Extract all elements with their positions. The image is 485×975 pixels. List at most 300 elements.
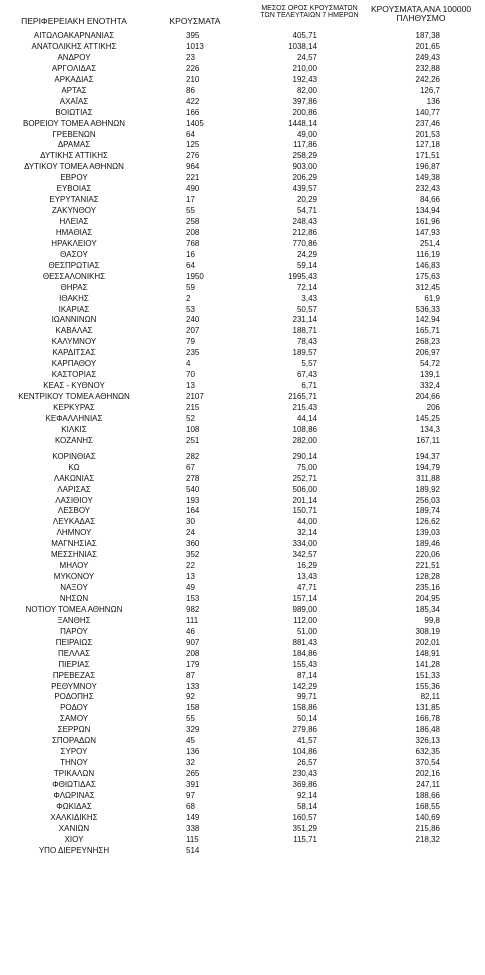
seven-day-average-cell: 231,14 xyxy=(292,315,317,325)
seven-day-average-cell: 189,57 xyxy=(292,348,317,358)
seven-day-average-cell: 108,86 xyxy=(292,424,317,434)
regional-unit-cell: ΞΑΝΘΗΣ xyxy=(57,615,91,625)
regional-unit-cell: ΚΟΖΑΝΗΣ xyxy=(54,435,94,445)
cases-cell: 64 xyxy=(186,129,195,139)
cases-cell: 164 xyxy=(186,506,200,516)
seven-day-average-cell: 200,86 xyxy=(292,107,317,117)
cases-cell: 136 xyxy=(186,747,200,757)
seven-day-average-cell: 72,14 xyxy=(296,282,317,292)
cases-per-100k-cell: 139,1 xyxy=(419,370,440,380)
regional-unit-cell: ΘΕΣΠΡΩΤΙΑΣ xyxy=(48,260,100,270)
cases-cell: 59 xyxy=(186,282,195,292)
cases-cell: 23 xyxy=(186,52,195,62)
seven-day-average-cell: 92,14 xyxy=(296,790,317,800)
cases-per-100k-cell: 194,37 xyxy=(415,451,440,461)
cases-cell: 1405 xyxy=(186,118,204,128)
regional-unit-cell: ΠΙΕΡΙΑΣ xyxy=(58,659,90,669)
table-row xyxy=(0,260,485,271)
table-row xyxy=(0,227,485,238)
cases-cell: 4 xyxy=(186,359,191,369)
cases-cell: 46 xyxy=(186,626,195,636)
cases-per-100k-cell: 235,16 xyxy=(415,583,440,592)
cases-per-100k-cell: 187,38 xyxy=(415,31,440,40)
regional-unit-cell: ΑΝΔΡΟΥ xyxy=(57,52,91,62)
regional-unit-cell: ΛΗΜΝΟΥ xyxy=(56,528,92,538)
cases-cell: 193 xyxy=(186,495,200,505)
cases-cell: 278 xyxy=(186,473,200,483)
seven-day-average-cell: 248,43 xyxy=(292,217,317,226)
regional-unit-cell: ΑΙΤΩΛΟΑΚΑΡΝΑΝΙΑΣ xyxy=(33,31,115,40)
table-row xyxy=(0,648,485,659)
table-row xyxy=(0,369,485,380)
table-row xyxy=(0,538,485,549)
cases-cell: 226 xyxy=(186,63,200,73)
table-row xyxy=(0,413,485,424)
seven-day-average-cell: 397,86 xyxy=(292,96,317,106)
table-row xyxy=(0,63,485,74)
regional-unit-cell: ΤΗΝΟΥ xyxy=(60,758,88,767)
seven-day-average-cell: 50,14 xyxy=(296,714,317,724)
regional-unit-cell: ΗΛΕΙΑΣ xyxy=(59,217,89,226)
cases-per-100k-cell: 128,28 xyxy=(415,572,440,582)
cases-per-100k-cell: 370,54 xyxy=(415,758,440,767)
cases-per-100k-cell: 311,88 xyxy=(416,473,440,483)
seven-day-average-cell: 342,57 xyxy=(292,550,317,560)
cases-per-100k-cell: 194,79 xyxy=(415,462,440,472)
cases-per-100k-cell: 141,28 xyxy=(415,659,440,669)
table-row xyxy=(0,779,485,790)
table-row xyxy=(0,118,485,129)
seven-day-average-cell: 117,86 xyxy=(293,140,317,150)
cases-per-100k-cell: 84,66 xyxy=(419,195,440,205)
table-row xyxy=(0,314,485,325)
seven-day-average-cell: 115,71 xyxy=(293,834,317,844)
seven-day-average-cell: 989,00 xyxy=(292,604,317,614)
table-row xyxy=(0,107,485,118)
seven-day-average-cell: 1038,14 xyxy=(288,41,317,51)
cases-per-100k-cell: 202,01 xyxy=(415,637,440,647)
table-row xyxy=(0,604,485,615)
cases-per-100k-cell: 221,51 xyxy=(415,561,440,571)
table-row xyxy=(0,139,485,150)
table-row xyxy=(0,801,485,812)
table-row xyxy=(0,495,485,506)
seven-day-average-cell: 24,57 xyxy=(296,52,317,62)
seven-day-average-cell: 51,00 xyxy=(296,626,317,636)
table-row xyxy=(0,834,485,845)
cases-cell: 514 xyxy=(186,845,200,855)
cases-per-100k-cell: 247,11 xyxy=(416,779,440,789)
table-row xyxy=(0,681,485,692)
regional-unit-cell: ΣΥΡΟΥ xyxy=(60,747,88,757)
seven-day-average-cell: 212,86 xyxy=(292,227,317,237)
seven-day-average-cell: 184,86 xyxy=(292,648,317,658)
table-row xyxy=(0,571,485,582)
cases-per-100k-cell: 215,86 xyxy=(415,823,440,833)
cases-per-100k-cell: 155,36 xyxy=(415,681,440,691)
cases-per-100k-cell: 186,48 xyxy=(415,725,440,735)
seven-day-average-cell: 903,00 xyxy=(292,162,317,172)
seven-day-average-cell: 59,14 xyxy=(296,260,317,270)
table-row xyxy=(0,845,485,856)
table-row xyxy=(0,462,485,473)
regional-unit-cell: ΒΟΡΕΙΟΥ ΤΟΜΕΑ ΑΘΗΝΩΝ xyxy=(22,118,126,128)
cases-per-100k-cell: 139,03 xyxy=(415,528,440,538)
cases-per-100k-cell: 188,66 xyxy=(415,790,440,800)
cases-cell: 540 xyxy=(186,484,200,494)
seven-day-average-cell: 78,43 xyxy=(296,337,317,347)
table-row xyxy=(0,161,485,172)
seven-day-average-cell: 439,57 xyxy=(292,184,317,194)
seven-day-average-cell: 279,86 xyxy=(292,725,317,735)
cases-cell: 338 xyxy=(186,823,200,833)
seven-day-average-cell: 334,00 xyxy=(292,539,317,549)
cases-per-100k-cell: 632,35 xyxy=(415,747,440,757)
cases-cell: 30 xyxy=(186,517,195,527)
regional-unit-cell: ΣΑΜΟΥ xyxy=(59,714,89,724)
table-row xyxy=(0,293,485,304)
cases-cell: 70 xyxy=(186,370,195,380)
regional-unit-cell: ΕΥΡΥΤΑΝΙΑΣ xyxy=(49,195,99,205)
regional-unit-cell: ΖΑΚΥΝΘΟΥ xyxy=(51,206,97,215)
cases-per-100k-cell: 148,91 xyxy=(415,648,440,658)
cases-cell: 391 xyxy=(186,779,200,789)
regional-unit-cell: ΔΥΤΙΚΗΣ ΑΤΤΙΚΗΣ xyxy=(40,151,108,161)
table-row xyxy=(0,757,485,768)
regional-unit-cell: ΑΧΑΪΑΣ xyxy=(59,96,89,106)
table-row xyxy=(0,659,485,670)
cases-cell: 149 xyxy=(186,812,200,822)
header-regional-unit: ΠΕΡΙΦΕΡΕΙΑΚΗ ΕΝΟΤΗΤΑ xyxy=(21,16,127,26)
header-seven-day-average xyxy=(252,5,367,20)
cases-cell: 79 xyxy=(186,337,195,347)
cases-per-100k-cell: 131,85 xyxy=(415,703,440,713)
seven-day-average-cell: 206,29 xyxy=(292,173,317,183)
cases-per-100k-cell: 165,71 xyxy=(415,326,440,336)
seven-day-average-cell: 5,57 xyxy=(301,359,317,369)
cases-cell: 13 xyxy=(186,381,195,391)
seven-day-average-cell: 82,00 xyxy=(296,85,317,95)
table-row xyxy=(0,96,485,107)
cases-per-100k-cell: 82,11 xyxy=(420,692,440,702)
seven-day-average-cell: 770,86 xyxy=(292,238,317,248)
table-row xyxy=(0,74,485,85)
cases-per-100k-cell: 116,19 xyxy=(416,249,440,259)
seven-day-average-cell: 44,14 xyxy=(296,413,317,423)
regional-unit-cell: ΛΕΥΚΑΔΑΣ xyxy=(52,517,96,527)
seven-day-average-cell: 3,43 xyxy=(301,293,317,303)
table-row xyxy=(0,812,485,823)
regional-unit-cell: ΚΑΣΤΟΡΙΑΣ xyxy=(51,370,97,380)
regional-unit-cell: ΝΑΞΟΥ xyxy=(60,583,88,592)
seven-day-average-cell: 49,00 xyxy=(296,129,317,139)
regional-unit-cell: ΘΑΣΟΥ xyxy=(60,249,88,259)
seven-day-average-cell: 155,43 xyxy=(292,659,317,669)
cases-cell: 251 xyxy=(186,435,200,445)
seven-day-average-cell: 881,43 xyxy=(292,637,317,647)
cases-cell: 49 xyxy=(186,583,195,592)
seven-day-average-cell: 47,71 xyxy=(296,583,317,592)
regional-unit-cell: ΑΡΓΟΛΙΔΑΣ xyxy=(51,63,97,73)
cases-per-100k-cell: 175,63 xyxy=(415,271,440,281)
seven-day-average-cell: 54,71 xyxy=(296,206,317,215)
regional-unit-cell: ΓΡΕΒΕΝΩΝ xyxy=(52,129,96,139)
cases-per-100k-cell: 185,34 xyxy=(415,604,440,614)
seven-day-average-cell: 99,71 xyxy=(296,692,317,702)
regional-unit-cell: ΛΑΚΩΝΙΑΣ xyxy=(53,473,95,483)
table-row xyxy=(0,768,485,779)
regional-unit-cell: ΜΑΓΝΗΣΙΑΣ xyxy=(51,539,97,549)
table-row xyxy=(0,790,485,801)
table-row xyxy=(0,615,485,626)
cases-cell: 258 xyxy=(186,217,200,226)
regional-unit-cell: ΡΟΔΟΠΗΣ xyxy=(54,692,94,702)
table-row xyxy=(0,249,485,260)
seven-day-average-cell: 157,14 xyxy=(292,593,317,603)
regional-unit-cell: ΧΑΛΚΙΔΙΚΗΣ xyxy=(50,812,98,822)
seven-day-average-cell: 50,57 xyxy=(296,304,317,314)
seven-day-average-cell: 20,29 xyxy=(296,195,317,205)
cases-cell: 55 xyxy=(186,206,195,215)
seven-day-average-cell: 58,14 xyxy=(296,801,317,811)
seven-day-average-cell: 192,43 xyxy=(292,74,317,84)
regional-unit-cell: ΚΕΑΣ - ΚΥΘΝΟΥ xyxy=(43,381,105,391)
cases-cell: 208 xyxy=(186,648,200,658)
cases-per-100k-cell: 147,93 xyxy=(415,227,440,237)
regional-unit-cell: ΦΩΚΙΔΑΣ xyxy=(56,801,92,811)
regional-unit-cell: ΦΛΩΡΙΝΑΣ xyxy=(53,790,95,800)
regional-unit-cell: ΑΝΑΤΟΛΙΚΗΣ ΑΤΤΙΚΗΣ xyxy=(31,41,117,51)
cases-per-100k-cell: 312,45 xyxy=(415,282,440,292)
cases-per-100k-cell: 201,53 xyxy=(415,129,440,139)
cases-cell: 215 xyxy=(186,403,200,412)
regional-unit-cell: ΘΕΣΣΑΛΟΝΙΚΗΣ xyxy=(42,271,106,281)
cases-cell: 1950 xyxy=(186,271,204,281)
regional-unit-cell: ΧΑΝΙΩΝ xyxy=(58,823,90,833)
cases-cell: 907 xyxy=(186,637,200,647)
cases-per-100k-cell: 326,13 xyxy=(415,736,440,746)
seven-day-average-cell: 210,00 xyxy=(292,63,317,73)
cases-cell: 360 xyxy=(186,539,200,549)
cases-cell: 45 xyxy=(186,736,195,746)
regional-unit-cell: ΚΑΡΔΙΤΣΑΣ xyxy=(52,348,96,358)
regional-unit-cell: ΠΑΡΟΥ xyxy=(60,626,88,636)
table-row xyxy=(0,505,485,516)
cases-cell: 235 xyxy=(186,348,200,358)
regional-unit-cell: ΗΜΑΘΙΑΣ xyxy=(55,227,93,237)
table-row xyxy=(0,473,485,484)
seven-day-average-cell: 26,57 xyxy=(296,758,317,767)
seven-day-average-cell: 44,00 xyxy=(296,517,317,527)
regional-unit-cell: ΦΘΙΩΤΙΔΑΣ xyxy=(52,779,96,789)
table-row xyxy=(0,670,485,681)
cases-cell: 395 xyxy=(186,31,200,40)
header-seven-day-average-line2: ΤΩΝ ΤΕΛΕΥΤΑΙΩΝ 7 ΗΜΕΡΩΝ xyxy=(260,12,359,20)
regional-unit-cell: ΔΥΤΙΚΟΥ ΤΟΜΕΑ ΑΘΗΝΩΝ xyxy=(24,162,124,172)
table-row xyxy=(0,129,485,140)
cases-per-100k-cell: 168,55 xyxy=(415,801,440,811)
seven-day-average-cell: 158,86 xyxy=(292,703,317,713)
cases-cell: 153 xyxy=(186,593,200,603)
table-row xyxy=(0,626,485,637)
table-row xyxy=(0,724,485,735)
table-row xyxy=(0,713,485,724)
cases-cell: 221 xyxy=(186,173,200,183)
cases-cell: 111 xyxy=(186,615,199,625)
seven-day-average-cell: 41,57 xyxy=(296,736,317,746)
cases-per-100k-cell: 202,16 xyxy=(415,769,440,778)
cases-cell: 2107 xyxy=(186,392,204,401)
cases-cell: 108 xyxy=(186,424,200,434)
table-row xyxy=(0,527,485,538)
cases-cell: 68 xyxy=(186,801,195,811)
regional-unit-cell: ΠΡΕΒΕΖΑΣ xyxy=(52,670,96,680)
table-row xyxy=(0,172,485,183)
cases-per-100k-cell: 196,87 xyxy=(415,162,440,172)
regional-unit-cell: ΚΟΡΙΝΘΙΑΣ xyxy=(52,451,96,461)
seven-day-average-cell: 215,43 xyxy=(292,403,317,412)
seven-day-average-cell: 150,71 xyxy=(292,506,317,516)
table-row xyxy=(0,746,485,757)
regional-unit-cell: ΝΟΤΙΟΥ ΤΟΜΕΑ ΑΘΗΝΩΝ xyxy=(25,604,123,614)
table-row xyxy=(0,593,485,604)
cases-cell: 982 xyxy=(186,604,200,614)
cases-per-100k-cell: 536,33 xyxy=(415,304,440,314)
cases-per-100k-cell: 242,26 xyxy=(415,74,440,84)
regional-unit-cell: ΛΑΡΙΣΑΣ xyxy=(57,484,91,494)
seven-day-average-cell: 24,29 xyxy=(296,249,317,259)
regional-unit-cell: ΘΗΡΑΣ xyxy=(60,282,88,292)
cases-cell: 17 xyxy=(186,195,195,205)
table-row xyxy=(0,637,485,648)
table-row xyxy=(0,691,485,702)
cases-per-100k-cell: 126,7 xyxy=(419,85,440,95)
cases-per-100k-cell: 201,65 xyxy=(415,41,440,51)
seven-day-average-cell: 506,00 xyxy=(292,484,317,494)
seven-day-average-cell: 252,71 xyxy=(292,473,317,483)
table-row xyxy=(0,194,485,205)
cases-per-100k-cell: 204,66 xyxy=(415,392,440,401)
table-row xyxy=(0,451,485,462)
cases-cell: 125 xyxy=(186,140,200,150)
cases-cell: 240 xyxy=(186,315,200,325)
cases-per-100k-cell: 256,03 xyxy=(415,495,440,505)
regional-unit-cell: ΔΡΑΜΑΣ xyxy=(57,140,91,150)
header-cases-per-100k xyxy=(362,5,480,23)
cases-cell: 55 xyxy=(186,714,195,724)
regional-unit-cell: ΚΙΛΚΙΣ xyxy=(61,424,87,434)
regional-unit-cell: ΕΥΒΟΙΑΣ xyxy=(56,184,92,194)
table-row xyxy=(0,52,485,63)
cases-cell: 166 xyxy=(186,107,200,117)
cases-cell: 92 xyxy=(186,692,195,702)
cases-cell: 207 xyxy=(186,326,200,336)
cases-cell: 97 xyxy=(186,790,195,800)
table-row xyxy=(0,304,485,315)
regional-unit-cell: ΙΘΑΚΗΣ xyxy=(59,293,89,303)
cases-per-100k-cell: 206,97 xyxy=(415,348,440,358)
seven-day-average-cell: 142,29 xyxy=(292,681,317,691)
cases-per-100k-cell: 151,33 xyxy=(415,670,440,680)
regional-unit-cell: ΚΕΡΚΥΡΑΣ xyxy=(53,403,95,412)
cases-cell: 276 xyxy=(186,151,200,161)
regional-unit-cell: ΤΡΙΚΑΛΩΝ xyxy=(53,769,95,778)
table-row xyxy=(0,391,485,402)
cases-per-100k-cell: 218,32 xyxy=(415,834,440,844)
cases-per-100k-cell: 237,46 xyxy=(415,118,440,128)
regional-unit-cell: ΒΟΙΩΤΙΑΣ xyxy=(55,107,93,117)
table-row xyxy=(0,560,485,571)
cases-per-100k-cell: 220,06 xyxy=(415,550,440,560)
cases-per-100k-cell: 127,18 xyxy=(415,140,440,150)
cases-per-100k-cell: 61,9 xyxy=(424,293,440,303)
regional-unit-cell: ΚΩ xyxy=(68,462,80,472)
seven-day-average-cell: 405,71 xyxy=(292,31,317,40)
cases-per-100k-cell: 251,4 xyxy=(419,238,440,248)
cases-per-100k-cell: 145,25 xyxy=(415,413,440,423)
table-row xyxy=(0,282,485,293)
regional-unit-cell: ΗΡΑΚΛΕΙΟΥ xyxy=(51,238,97,248)
cases-cell: 86 xyxy=(186,85,195,95)
cases-cell: 115 xyxy=(186,834,199,844)
cases-per-100k-cell: 54,72 xyxy=(419,359,440,369)
seven-day-average-cell: 230,43 xyxy=(292,769,317,778)
cases-per-100k-cell: 140,69 xyxy=(415,812,440,822)
cases-per-100k-cell: 126,62 xyxy=(415,517,440,527)
table-row xyxy=(0,150,485,161)
regional-unit-cell: ΣΕΡΡΩΝ xyxy=(57,725,91,735)
cases-cell: 22 xyxy=(186,561,195,571)
cases-per-100k-cell: 206 xyxy=(426,403,440,412)
table-row xyxy=(0,823,485,834)
seven-day-average-cell: 87,14 xyxy=(296,670,317,680)
seven-day-average-cell: 1448,14 xyxy=(288,118,317,128)
cases-per-100k-cell: 161,96 xyxy=(415,217,440,226)
cases-per-100k-cell: 134,3 xyxy=(419,424,440,434)
cases-per-100k-cell: 249,43 xyxy=(415,52,440,62)
cases-per-100k-cell: 167,11 xyxy=(416,435,440,445)
cases-per-100k-cell: 189,74 xyxy=(415,506,440,516)
cases-per-100k-cell: 166,78 xyxy=(415,714,440,724)
table-row xyxy=(0,358,485,369)
regional-unit-cell: ΛΕΣΒΟΥ xyxy=(57,506,91,516)
cases-cell: 964 xyxy=(186,162,200,172)
cases-per-100k-cell: 136 xyxy=(426,96,440,106)
cases-cell: 64 xyxy=(186,260,195,270)
regional-unit-cell: ΜΕΣΣΗΝΙΑΣ xyxy=(51,550,97,560)
seven-day-average-cell: 282,00 xyxy=(292,435,317,445)
table-row xyxy=(0,325,485,336)
seven-day-average-cell: 6,71 xyxy=(301,381,317,391)
cases-per-100k-cell: 99,8 xyxy=(424,615,440,625)
regional-unit-cell: ΝΗΣΩΝ xyxy=(59,593,89,603)
header-cases-per-100k-line1: ΚΡΟΥΣΜΑΤΑ ΑΝΑ 100000 xyxy=(370,4,472,14)
cases-cell: 24 xyxy=(186,528,195,538)
cases-per-100k-cell: 308,19 xyxy=(415,626,440,636)
regional-unit-cell: ΙΩΑΝΝΙΝΩΝ xyxy=(51,315,97,325)
table-row xyxy=(0,205,485,216)
regional-unit-cell: ΡΟΔΟΥ xyxy=(60,703,88,713)
regional-unit-cell: ΛΑΣΙΘΙΟΥ xyxy=(55,495,93,505)
table-row xyxy=(0,484,485,495)
seven-day-average-cell: 67,43 xyxy=(296,370,317,380)
cases-cell: 87 xyxy=(186,670,195,680)
regional-unit-cell: ΙΚΑΡΙΑΣ xyxy=(58,304,90,314)
regional-unit-cell: ΑΡΚΑΔΙΑΣ xyxy=(54,74,94,84)
cases-cell: 1013 xyxy=(186,41,204,51)
table-row xyxy=(0,41,485,52)
regional-unit-cell: ΑΡΤΑΣ xyxy=(61,85,87,95)
